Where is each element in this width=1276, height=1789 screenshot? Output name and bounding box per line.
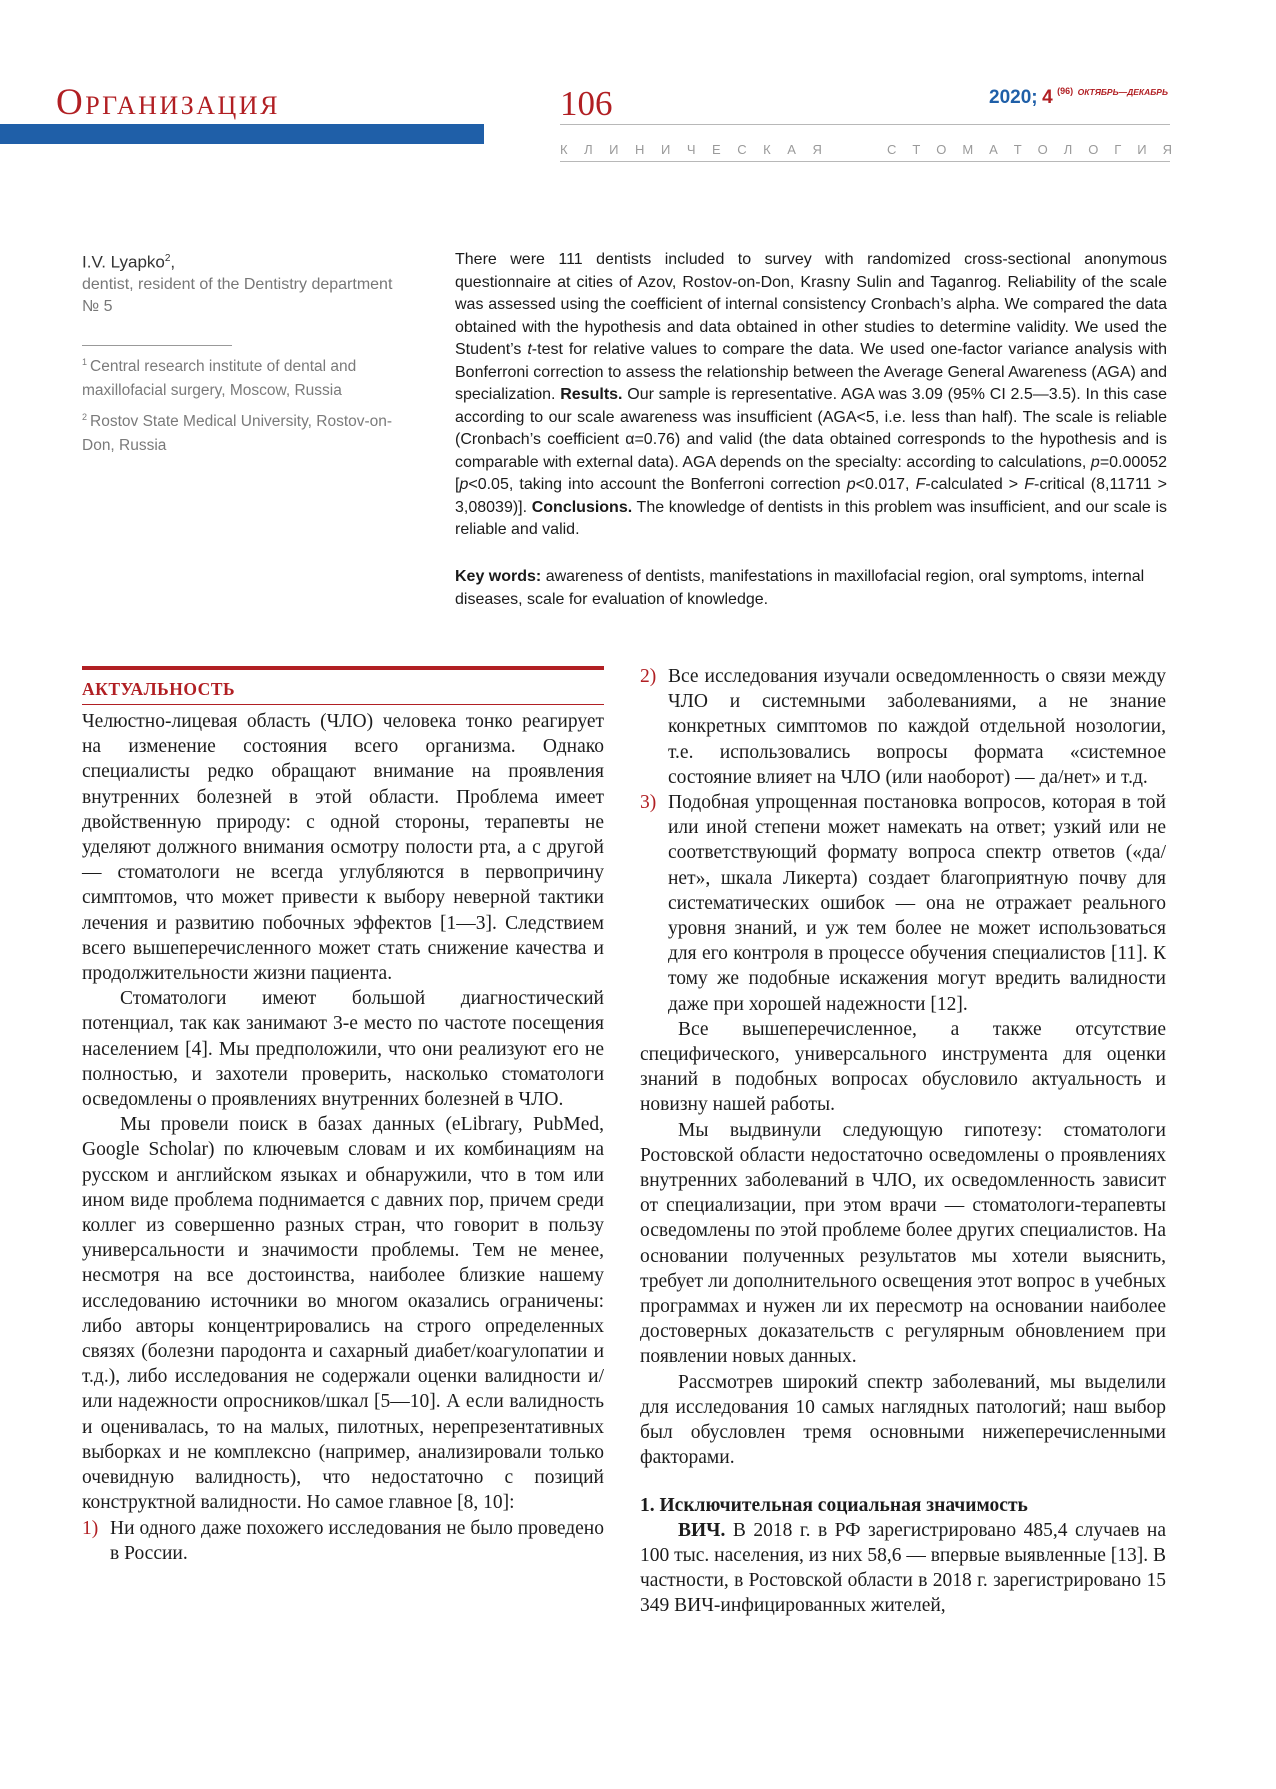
- list-number: 3): [640, 792, 657, 814]
- issue-total: (96): [1057, 86, 1074, 96]
- journal-letter: И: [1137, 142, 1147, 157]
- issue-year: 2020;: [989, 87, 1038, 108]
- list-number: 1): [82, 1517, 99, 1539]
- journal-letter: Я: [812, 142, 822, 157]
- affiliation-rule: [82, 345, 232, 346]
- paragraph-6: Рассмотрев широкий спектр заболеваний, мы выделили для исследования 10 самых наглядных патологий; наш выбор был обусловлен тремя основными нижеперечисленными факторами.: [640, 1371, 1166, 1469]
- paragraph-2: Стоматологи имеют большой диагностический потенциал, так как занимают 3-е место по частоте посещения населением [4]. Мы предположили, что они реализуют его не полностью, и захотели проверить, насколько стоматологи осведомлены о проявлениях внутренних болезней в ЧЛО.: [82, 988, 604, 1111]
- list-item-2: [640, 664, 1166, 790]
- section-rule-bottom: [82, 704, 604, 705]
- results-label: Results.: [560, 386, 623, 403]
- journal-letter: А: [787, 142, 796, 157]
- conclusions-label: Conclusions.: [531, 498, 633, 516]
- abstract: There were 111 dentists included to survey with randomized cross-sectional anonymous questionnaire at cities of Azov, Rostov-on-Don, Krasny Sulin and Taganrog. Reliability of the scale was assessed using the coefficient of internal consistency Cronbach’s alpha. We compared the data obtained with the hypothesis and data obtained in other studies to determine validity. We used the Student’s t-test for relative values to compare the data. We used one-factor variance analysis with Bonferroni correction to assess the relationship between the Average General Awareness (AGA) and specialization. Results. Our sample is representative. AGA was 3.09 (95% CI 2.5—3.5). In this case according to our scale awareness was insufficient (AGA<5, i.e. less than half). The scale is reliable (Cronbach’s coefficient α=0.76) and valid (the data obtained corresponds to the hypothesis and is comparable with external data). AGA depends on the specialty: according to calculations, p=0.00052 [p<0.05, taking into account the Bonferroni correction p<0.017, F-calculated > F-critical (8,11711 > 3,08039)]. Conclusions. The knowledge of dentists in this problem was insufficient, and our scale is reliable and valid.: [455, 251, 1168, 538]
- list-item-3: [640, 790, 1166, 1017]
- paragraph-7: ВИЧ. В 2018 г. в РФ зарегистрировано 485,4 случаев на 100 тыс. населения, из них 58,6 — впервые выявленные [13]. В частности, в Ростовской области в 2018 г. зарегистрировано 15 349 ВИЧ-инфицированных жителей,: [640, 1519, 1166, 1617]
- keywords: [455, 566, 1167, 611]
- paragraph-3: Мы провели поиск в базах данных (eLibrary, PubMed, Google Scholar) по ключевым словам и их комбинациям на русском и английском языках и обнаружили, что в том или ином виде проблема поднимается с давних пор, причем среди коллег из совершенно разных стран, что говорит в пользу универсальности и значимости проблемы. Тем не менее, несмотря на все достоинства, наиболее близкие нашему исследованию источники во многом оказались ограничены: либо авторы концентрировались на строго определенных связях (болезни пародонта и сахарный диабет/коагулопатии и т.д.), либо исследования не содержали оценки валидности и/или надежности опросников/шкал [5—10]. А если валидность и оценивалась, то на малых, пилотных, нерепрезентативных выборках и не комплексно (например, анализировали только очевидную валидность), что недостаточно с позиций конструктной валидности. Но самое главное [8, 10]:: [82, 1114, 604, 1514]
- issue-months: ОКТЯБРЬ—ДЕКАБРЬ: [1077, 87, 1168, 97]
- author-name: I.V. Lyapko$^2$,: [82, 252, 176, 272]
- journal-letter: О: [1037, 142, 1048, 157]
- affiliation-1: $^1$ Central research institute of dental and maxillofacial surgery, Moscow, Russia: [82, 357, 357, 400]
- affiliation-2: $^2$ Rostov State Medical University, Rostov-on-Don, Russia: [82, 412, 393, 455]
- subheading: 1. Исключительная социальная значимость: [640, 1494, 1028, 1516]
- journal-letter: О: [1088, 142, 1099, 157]
- page-number: 106: [560, 84, 613, 123]
- header-blue-bar: [0, 124, 484, 144]
- paragraph-7-lead: ВИЧ.: [678, 1519, 726, 1541]
- section-rule-top: [82, 666, 604, 670]
- keywords-label: Key words:: [455, 568, 542, 585]
- section-title: Организация: [56, 82, 280, 123]
- journal-letter: Т: [1013, 142, 1022, 157]
- journal-letter: Л: [584, 142, 593, 157]
- header-rule-top: [560, 124, 1170, 125]
- journal-letter: Т: [912, 142, 921, 157]
- paragraph-5: Мы выдвинули следующую гипотезу: стоматологи Ростовской области недостаточно осведомлены о проявлениях внутренних заболеваний в ЧЛО, их осведомленность зависит от специализации, при этом врачи — стоматологи-терапевты осведомлены по этой проблеме более других специалистов. На основании полученных результатов мы хотели выяснить, требует ли дополнительного освещения этот вопрос в учебных программах и нужен ли их пересмотр на основании наиболее достоверных доказательств с регулярным обновлением при появлении новых данных.: [640, 1119, 1166, 1368]
- list-text: Ни одного даже похожего исследования не было проведено в России.: [110, 1517, 604, 1564]
- section-heading: АКТУАЛЬНОСТЬ: [82, 679, 236, 699]
- journal-letter: Ч: [686, 142, 696, 157]
- journal-letter: Я: [1162, 142, 1172, 157]
- journal-letter: С: [887, 142, 897, 157]
- journal-letter: Н: [635, 142, 645, 157]
- journal-letter: А: [989, 142, 998, 157]
- list-text: Подобная упрощенная постановка вопросов, которая в той или иной степени может намекать на ответ; узкий или не соответствующий формату вопроса спектр ответов («да/нет», шкала Ликерта) создает благоприятную почву для систематических ошибок — она не отражает реального уровня знаний, и уж тем более не может использоваться для его контроля в процессе обучения специалистов [11]. К тому же подобные искажения могут вредить валидности даже при хорошей надежности [12].: [668, 792, 1166, 1015]
- list-text: Все исследования изучали осведомленность о связи между ЧЛО и системными заболеваниями, а не знание конкретных симптомов по каждой отдельной нозологии, т.е. использовались вопросы формата «системное состояние влияет на ЧЛО (или наоборот) — да/нет» и т.д.: [668, 666, 1166, 788]
- journal-word-1: [560, 143, 822, 156]
- right-column: [640, 664, 1166, 1619]
- author-description: dentist, resident of the Dentistry department № 5: [82, 275, 393, 315]
- author-block: [82, 248, 412, 318]
- journal-letter: М: [962, 142, 974, 157]
- journal-letter: Е: [712, 142, 721, 157]
- journal-letter: К: [560, 142, 568, 157]
- issue-info: [989, 88, 1168, 107]
- journal-letter: И: [660, 142, 671, 157]
- affiliations: [82, 350, 412, 460]
- journal-word-2: [887, 143, 1172, 156]
- journal-letter: Л: [1063, 142, 1073, 157]
- left-column: [82, 709, 604, 1566]
- list-item-1: [82, 1516, 604, 1566]
- author-affil-sup: 2: [164, 253, 171, 264]
- journal-letter: И: [609, 142, 619, 157]
- paragraph-1: Челюстно-лицевая область (ЧЛО) человека тонко реагирует на изменение состояния всего организма. Однако специалисты редко обращают внимание на проявления внутренних болезней в этой области. Проблема имеет двойственную природу: с одной стороны, терапевты не уделяют должного внимания осмотру полости рта, а с другой — стоматологи не всегда углубляются в первопричину симптомов, что может привести к выбору неверной тактики лечения и развитию побочных эффектов [1—3]. Следствием всего вышеперечисленного может стать снижение качества и продолжительности жизни пациента.: [82, 711, 604, 985]
- journal-letter: К: [763, 142, 771, 157]
- journal-letter: Г: [1114, 142, 1122, 157]
- journal-letter: С: [737, 142, 747, 157]
- issue-number: 4: [1042, 87, 1053, 108]
- list-number: 2): [640, 666, 657, 687]
- paragraph-4: Все вышеперечисленное, а также отсутствие специфического, универсального инструмента для оценки знаний в подобных вопросах обусловило актуальность и новизну нашей работы.: [640, 1018, 1166, 1116]
- journal-letter: О: [936, 142, 947, 157]
- header-rule-bottom: [560, 161, 1170, 162]
- keywords-text: awareness of dentists, manifestations in maxillofacial region, oral symptoms, internal diseases, scale for evaluation of knowledge.: [455, 568, 1145, 608]
- journal-name: [560, 143, 1172, 156]
